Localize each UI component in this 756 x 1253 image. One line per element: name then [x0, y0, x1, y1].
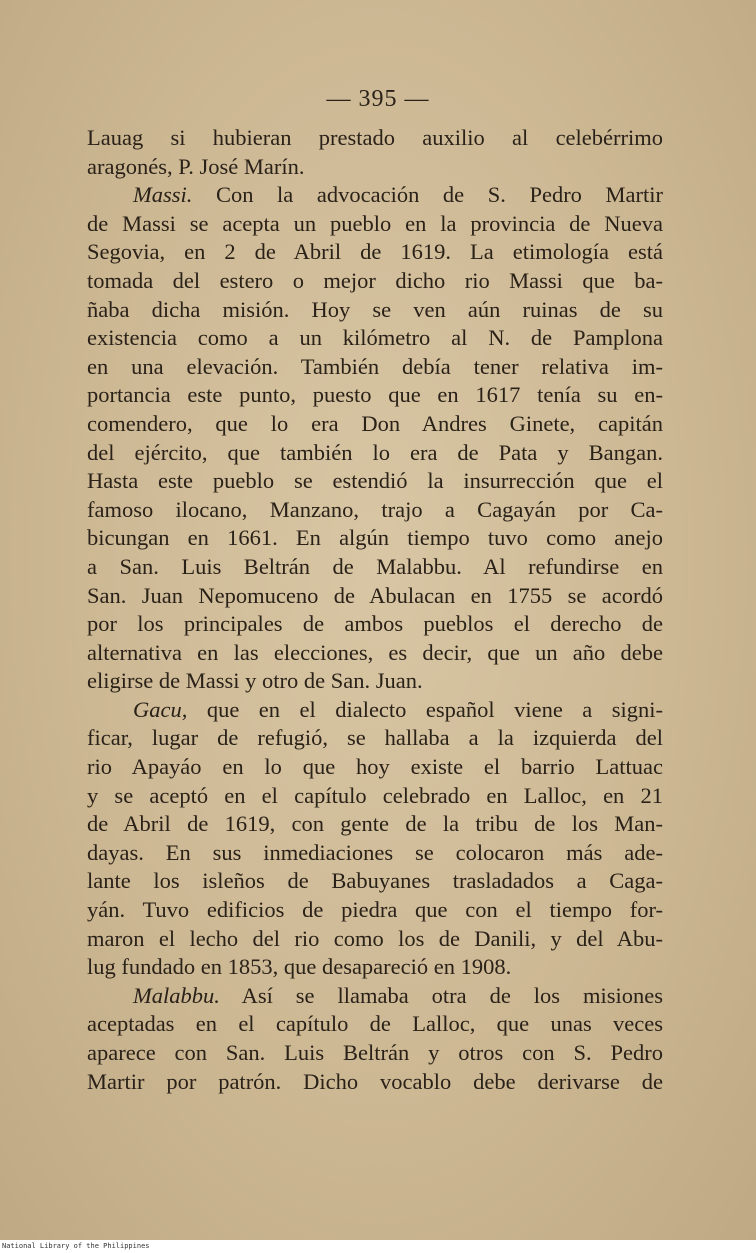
line-text: bicungan en 1661. En algún tiempo tuvo como anejo	[87, 525, 663, 551]
line-text: ñaba dicha misión. Hoy se ven aún ruinas de su	[87, 296, 663, 322]
line-text: tomada del estero o mejor dicho rio Massi que ba-	[87, 267, 663, 293]
text-line	[87, 296, 663, 325]
line-text: a San. Luis Beltrán de Malabbu. Al refundirse en	[87, 553, 663, 579]
text-line	[87, 867, 663, 896]
line-text: de Massi se acepta un pueblo en la provincia de Nueva	[87, 210, 663, 236]
line-text: y se aceptó en el capítulo celebrado en Lalloc, en 21	[87, 782, 663, 808]
section-heading: Malabbu.	[133, 982, 220, 1008]
text-line	[87, 553, 663, 582]
line-text: ficar, lugar de refugió, se hallaba a la izquierda del	[87, 725, 663, 751]
line-text: rio Apayáo en lo que hoy existe el barrio Lattuac	[87, 754, 663, 780]
text-line	[87, 1039, 663, 1068]
text-line	[87, 467, 663, 496]
text-line	[87, 925, 663, 954]
text-line	[87, 896, 663, 925]
line-text: Lauag si hubieran prestado auxilio al celebérrimo	[87, 125, 663, 150]
text-line	[87, 982, 663, 1011]
text-line	[87, 839, 663, 868]
text-line	[87, 496, 663, 525]
line-text: que en el dialecto español viene a signi-	[187, 696, 663, 722]
text-line	[87, 153, 663, 182]
text-line	[87, 953, 663, 982]
text-line	[87, 267, 663, 296]
text-line	[87, 1010, 663, 1039]
text-line	[87, 524, 663, 553]
text-line	[87, 610, 663, 639]
line-text: existencia como a un kilómetro al N. de Pamplona	[87, 325, 663, 351]
text-line	[87, 696, 663, 725]
line-text: lug fundado en 1853, que desapareció en 1908.	[87, 954, 512, 980]
line-text: Segovia, en 2 de Abril de 1619. La etimología está	[87, 239, 663, 265]
footer-strip	[0, 1240, 756, 1253]
line-text: portancia este punto, puesto que en 1617 tenía su en-	[87, 382, 663, 408]
text-line	[87, 439, 663, 468]
line-text: famoso ilocano, Manzano, trajo a Cagayán por Ca-	[87, 496, 663, 522]
line-text: por los principales de ambos pueblos el derecho de	[87, 611, 663, 637]
text-line	[87, 1068, 663, 1097]
text-line	[87, 210, 663, 239]
line-text: en una elevación. También debía tener relativa im-	[87, 353, 663, 379]
line-text: dayas. En sus inmediaciones se colocaron más ade-	[87, 839, 663, 865]
text-line	[87, 810, 663, 839]
line-text: Con la advocación de S. Pedro Martir	[192, 182, 663, 208]
line-text: aparece con San. Luis Beltrán y otros con S. Pedro	[87, 1040, 663, 1065]
text-line	[87, 582, 663, 611]
text-line	[87, 639, 663, 668]
line-text: aragonés, P. José Marín.	[87, 153, 305, 179]
line-text: del ejército, que también lo era de Pata y Bangan.	[87, 439, 663, 465]
library-credit: National Library of the Philippines	[2, 1242, 150, 1250]
text-line	[87, 353, 663, 382]
line-text: de Abril de 1619, con gente de la tribu de los Man-	[87, 811, 663, 837]
text-line	[87, 667, 663, 696]
section-heading: Gacu,	[133, 696, 188, 722]
line-text: Así se llamaba otra de los misiones	[219, 982, 663, 1008]
text-line	[87, 124, 663, 153]
text-line	[87, 782, 663, 811]
line-text: eligirse de Massi y otro de San. Juan.	[87, 668, 423, 694]
text-line	[87, 381, 663, 410]
line-text: aceptadas en el capítulo de Lalloc, que unas veces	[87, 1011, 663, 1037]
text-line	[87, 753, 663, 782]
line-text: Hasta este pueblo se estendió la insurrección que el	[87, 468, 663, 494]
line-text: alternativa en las elecciones, es decir, que un año debe	[87, 639, 663, 665]
text-line	[87, 238, 663, 267]
line-text: yán. Tuvo edificios de piedra que con el tiempo for-	[87, 897, 663, 923]
section-heading: Massi.	[133, 182, 193, 208]
page-number: — 395 —	[326, 86, 430, 112]
text-line	[87, 724, 663, 753]
text-line	[87, 181, 663, 210]
line-text: Martir por patrón. Dicho vocablo debe derivarse de	[87, 1068, 663, 1094]
text-line	[87, 410, 663, 439]
line-text: San. Juan Nepomuceno de Abulacan en 1755 se acordó	[87, 582, 663, 608]
line-text: lante los isleños de Babuyanes trasladados a Caga-	[87, 868, 663, 894]
line-text: comendero, que lo era Don Andres Ginete, capitán	[87, 410, 663, 436]
text-line	[87, 324, 663, 353]
body-text	[87, 124, 663, 1096]
line-text: maron el lecho del rio como los de Danili, y del Abu-	[87, 925, 663, 951]
